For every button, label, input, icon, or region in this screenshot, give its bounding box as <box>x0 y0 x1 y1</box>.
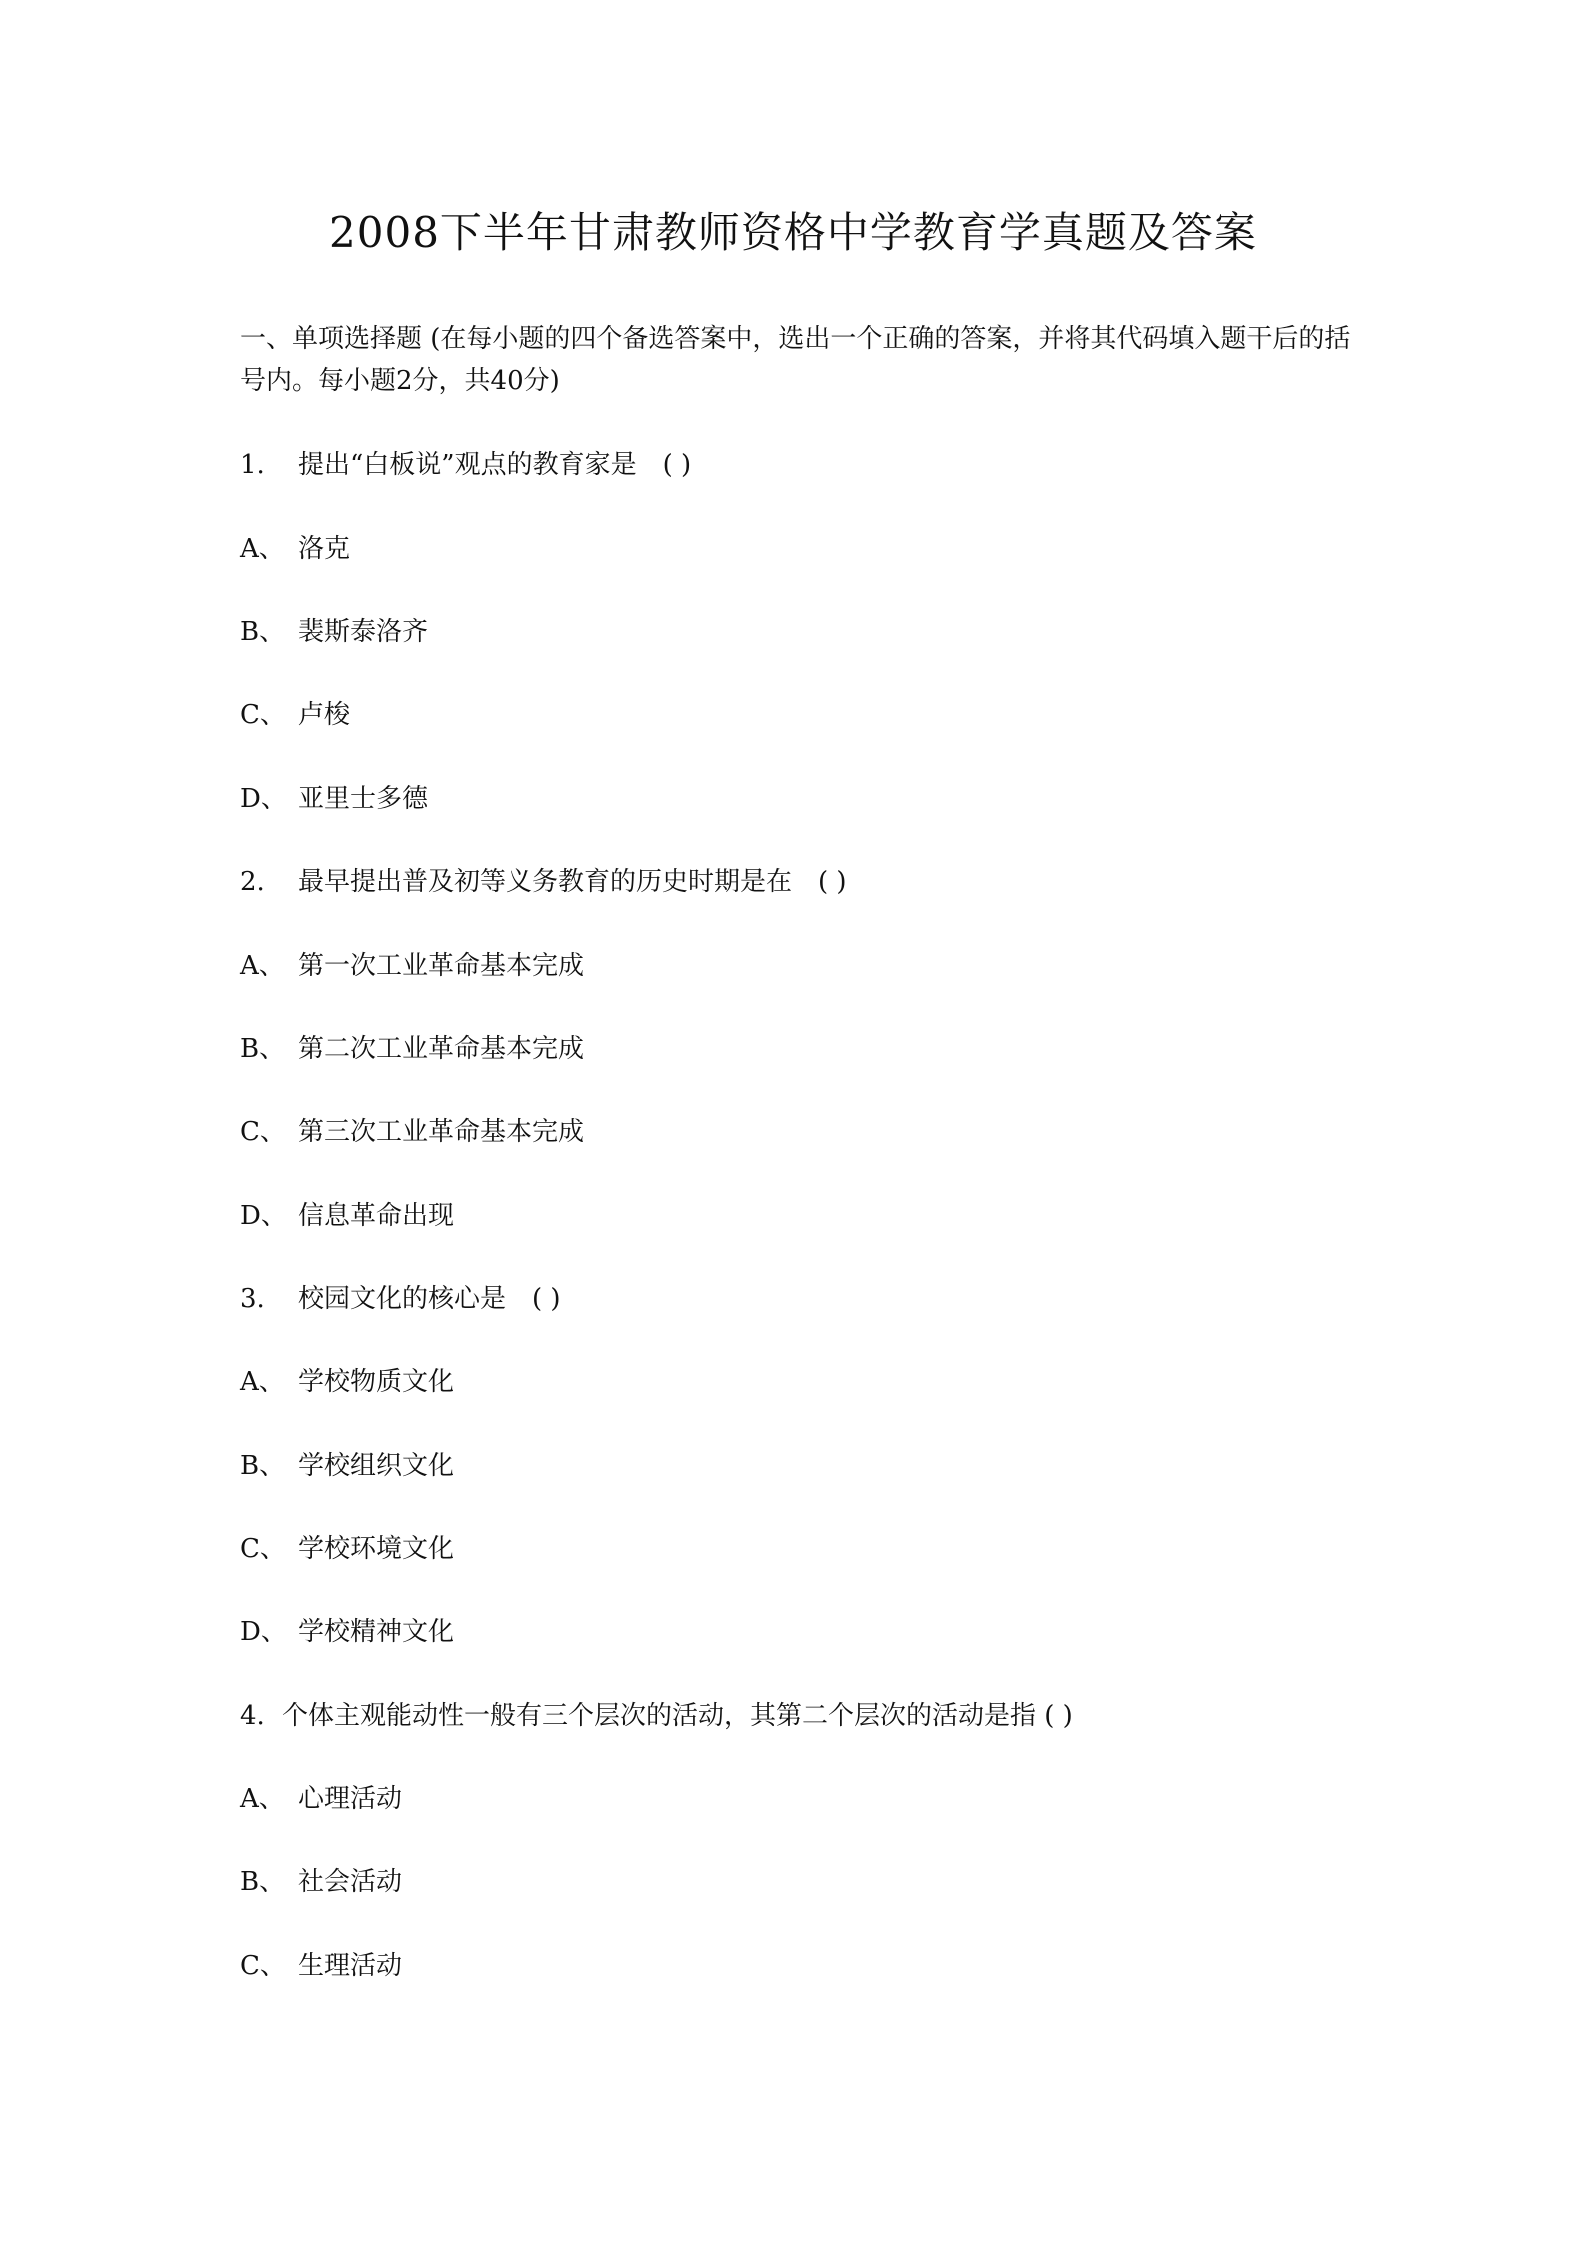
option-text: 第二次工业革命基本完成 <box>298 1034 585 1064</box>
question-3-option-d <box>240 1614 454 1650</box>
question-text: 最早提出普及初等义务教育的历史时期是在 ( ) <box>298 867 847 897</box>
question-4-option-b <box>240 1864 402 1900</box>
option-label: C、 <box>240 1534 286 1564</box>
option-text: 社会活动 <box>298 1867 403 1897</box>
question-2-stem <box>240 864 847 900</box>
question-number: 3. <box>240 1284 265 1314</box>
question-1-option-d <box>240 781 428 817</box>
question-4-option-c <box>240 1948 402 1984</box>
question-text: 校园文化的核心是 ( ) <box>298 1284 561 1314</box>
section-heading: 一、单项选择题 (在每小题的四个备选答案中，选出一个正确的答案，并将其代码填入题干后的括号内。每小题2分，共40分) <box>240 324 1351 396</box>
question-number: 1. <box>240 450 265 480</box>
option-label: D、 <box>240 1201 287 1231</box>
option-label: B、 <box>240 1034 286 1064</box>
question-2-option-b <box>240 1031 584 1067</box>
question-2-option-c <box>240 1114 584 1150</box>
option-label: D、 <box>240 784 287 814</box>
question-2-option-a <box>240 948 584 984</box>
question-1-option-c <box>240 697 350 733</box>
question-1-stem <box>240 447 691 483</box>
option-text: 洛克 <box>298 534 351 564</box>
option-label: A、 <box>240 1784 285 1814</box>
question-4-stem <box>240 1698 1073 1734</box>
option-label: A、 <box>240 1367 285 1397</box>
option-label: D、 <box>240 1617 287 1647</box>
question-4-option-a <box>240 1781 402 1817</box>
document-title: 2008下半年甘肃教师资格中学教育学真题及答案 <box>329 208 1257 257</box>
option-label: B、 <box>240 1867 286 1897</box>
option-label: A、 <box>240 951 285 981</box>
option-label: B、 <box>240 1451 286 1481</box>
option-label: C、 <box>240 1951 286 1981</box>
option-text: 学校精神文化 <box>298 1617 455 1647</box>
question-3-option-a <box>240 1364 454 1400</box>
option-text: 卢梭 <box>298 700 351 730</box>
option-label: B、 <box>240 617 286 647</box>
option-text: 信息革命出现 <box>298 1201 455 1231</box>
question-1-option-a <box>240 531 350 567</box>
option-text: 亚里士多德 <box>298 784 429 814</box>
question-3-stem <box>240 1281 561 1317</box>
option-label: C、 <box>240 1117 286 1147</box>
option-text: 第三次工业革命基本完成 <box>298 1117 585 1147</box>
option-text: 心理活动 <box>298 1784 403 1814</box>
option-text: 生理活动 <box>298 1951 403 1981</box>
question-2-option-d <box>240 1198 454 1234</box>
option-text: 学校组织文化 <box>298 1451 455 1481</box>
question-1-option-b <box>240 614 428 650</box>
question-3-option-b <box>240 1448 454 1484</box>
question-number: 2. <box>240 867 265 897</box>
question-text: 提出“白板说”观点的教育家是 ( ) <box>298 450 692 480</box>
question-3-option-c <box>240 1531 454 1567</box>
option-text: 学校物质文化 <box>298 1367 455 1397</box>
option-text: 第一次工业革命基本完成 <box>298 951 585 981</box>
option-text: 学校环境文化 <box>298 1534 455 1564</box>
option-label: A、 <box>240 534 285 564</box>
option-text: 裴斯泰洛齐 <box>298 617 429 647</box>
option-label: C、 <box>240 700 286 730</box>
question-text: 个体主观能动性一般有三个层次的活动，其第二个层次的活动是指 ( ) <box>282 1701 1073 1731</box>
question-number: 4. <box>240 1701 265 1731</box>
